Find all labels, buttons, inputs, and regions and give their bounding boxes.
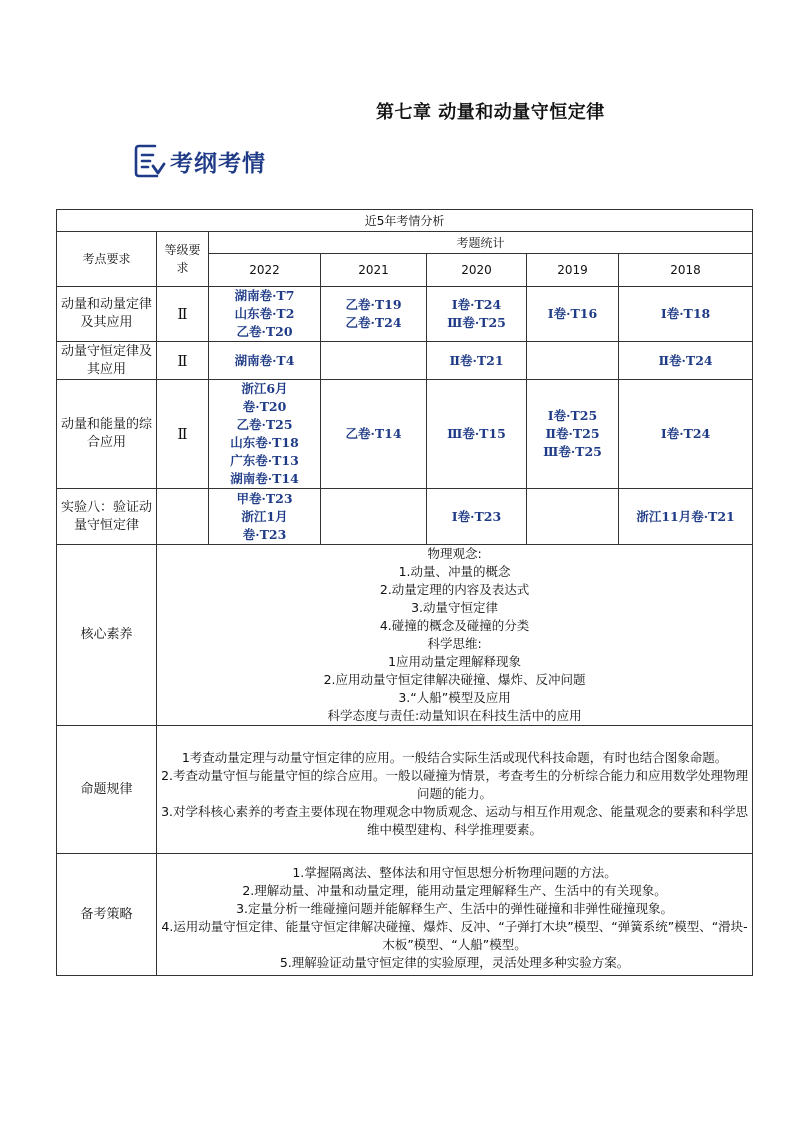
- topic-row: [57, 380, 753, 489]
- section-title: 考纲考情: [170, 150, 266, 177]
- question-cell: [427, 287, 527, 342]
- question-ref: Ⅰ卷·T18: [660, 306, 711, 321]
- question-ref: Ⅱ卷·T25: [545, 426, 600, 441]
- question-cell: [427, 342, 527, 380]
- text-line: 科学态度与责任:动量知识在科技生活中的应用: [327, 708, 582, 723]
- question-cell: [527, 342, 619, 380]
- topic-name: 动量和动量定律及其应用: [57, 287, 157, 342]
- question-cell: [321, 380, 427, 489]
- text-line: 2.动量定理的内容及表达式: [379, 582, 530, 597]
- question-ref: 乙卷·T14: [345, 426, 402, 441]
- question-ref: 卷·T20: [242, 399, 287, 414]
- prep-strategy-label: 备考策略: [57, 854, 157, 976]
- question-cell: [209, 489, 321, 545]
- header-topic: 考点要求: [57, 232, 157, 287]
- question-ref: Ⅰ卷·T24: [660, 426, 711, 441]
- level-value: Ⅱ: [157, 287, 209, 342]
- question-ref: 卷·T23: [242, 526, 287, 542]
- year-header: 2021: [321, 254, 427, 287]
- text-line: 1应用动量定理解释现象: [388, 654, 522, 669]
- question-ref: Ⅲ卷·T15: [447, 426, 506, 441]
- table-caption: 近5年考情分析: [57, 210, 753, 232]
- text-line: 4.碰撞的概念及碰撞的分类: [379, 618, 530, 633]
- question-ref: Ⅰ卷·T24: [451, 297, 502, 312]
- topic-rows: [57, 287, 753, 545]
- question-cell: [209, 287, 321, 342]
- question-ref: Ⅲ卷·T25: [543, 444, 602, 459]
- question-cell: [527, 489, 619, 545]
- question-cell: [527, 380, 619, 489]
- question-cell: [321, 287, 427, 342]
- text-line: 4.运用动量守恒定律、能量守恒定律解决碰撞、爆炸、反冲、“子弹打木块”模型、“弹簧系统”模型、“滑块-木板”模型、“人船”模型。: [161, 918, 748, 952]
- question-ref: 山东卷·T18: [230, 435, 299, 450]
- level-value: Ⅱ: [157, 342, 209, 380]
- exam-pattern-label: 命题规律: [57, 726, 157, 854]
- text-line: 3.对学科核心素养的考查主要体现在物理观念中物质观念、运动与相互作用观念、能量观念的要素和科学思维中模型建构、科学推理要素。: [161, 803, 749, 837]
- question-ref: 湖南卷·T4: [234, 352, 295, 368]
- text-line: 3.定量分析一维碰撞问题并能解释生产、生活中的弹性碰撞和非弹性碰撞现象。: [236, 900, 674, 916]
- question-cell: [209, 380, 321, 489]
- header-stats: 考题统计: [209, 232, 753, 254]
- year-header: 2022: [209, 254, 321, 287]
- question-ref: 浙江1月: [241, 508, 288, 524]
- question-cell: [619, 489, 753, 545]
- question-cell: [619, 380, 753, 489]
- text-line: 物理观念:: [427, 546, 482, 561]
- question-ref: Ⅱ卷·T24: [658, 352, 713, 368]
- question-ref: 浙江11月卷·T21: [636, 508, 735, 524]
- question-ref: Ⅰ卷·T23: [451, 508, 502, 524]
- topic-name: 实验八：验证动量守恒定律: [57, 489, 157, 545]
- topic-row: [57, 287, 753, 342]
- question-cell: [619, 287, 753, 342]
- header-level: 等级要求: [157, 232, 209, 287]
- question-cell: [321, 489, 427, 545]
- text-line: 1.动量、冲量的概念: [398, 564, 511, 579]
- topic-name: 动量守恒定律及其应用: [57, 342, 157, 380]
- question-cell: [619, 342, 753, 380]
- question-ref: 山东卷·T2: [234, 306, 295, 321]
- question-ref: 广东卷·T13: [230, 453, 299, 468]
- level-value: [157, 489, 209, 545]
- text-line: 2.应用动量守恒定律解决碰撞、爆炸、反冲问题: [323, 672, 586, 687]
- question-ref: 乙卷·T25: [236, 417, 293, 432]
- core-literacy-content: [157, 545, 753, 726]
- question-cell: [427, 380, 527, 489]
- topic-row: [57, 342, 753, 380]
- text-line: 3.动量守恒定律: [411, 600, 499, 615]
- text-line: 1.掌握隔离法、整体法和用守恒思想分析物理问题的方法。: [292, 864, 617, 880]
- question-ref: Ⅱ卷·T21: [449, 352, 504, 368]
- question-ref: Ⅲ卷·T25: [447, 315, 506, 330]
- chapter-title: 第七章 动量和动量守恒定律: [376, 102, 605, 123]
- level-value: Ⅱ: [157, 380, 209, 489]
- text-line: 科学思维:: [427, 636, 482, 651]
- text-line: 2.考查动量守恒与能量守恒的综合应用。一般以碰撞为情景，考查考生的分析综合能力和应用数学处理物理问题的能力。: [161, 767, 749, 801]
- text-line: 5.理解验证动量守恒定律的实验原理，灵活处理多种实验方案。: [279, 954, 630, 970]
- year-header: 2020: [427, 254, 527, 287]
- topic-name: 动量和能量的综合应用: [57, 380, 157, 489]
- core-literacy-label: 核心素养: [57, 545, 157, 726]
- question-ref: Ⅰ卷·T25: [547, 408, 598, 423]
- question-ref: 浙江6月: [241, 381, 288, 396]
- question-cell: [527, 287, 619, 342]
- question-cell: [427, 489, 527, 545]
- question-ref: 湖南卷·T7: [234, 288, 295, 303]
- outline-checklist-icon: [133, 143, 167, 179]
- question-ref: Ⅰ卷·T16: [547, 306, 598, 321]
- section-header: [133, 143, 266, 179]
- text-line: 1考查动量定理与动量守恒定律的应用。一般结合实际生活或现代科技命题，有时也结合图象命题。: [181, 749, 728, 765]
- question-cell: [321, 342, 427, 380]
- exam-pattern-content: [157, 726, 753, 854]
- prep-strategy-content: [157, 854, 753, 976]
- question-ref: 湖南卷·T14: [230, 471, 299, 486]
- text-line: 2.理解动量、冲量和动量定理，能用动量定理解释生产、生活中的有关现象。: [242, 882, 667, 898]
- exam-analysis-table: [56, 209, 753, 976]
- question-ref: 乙卷·T20: [236, 324, 293, 339]
- question-ref: 乙卷·T24: [345, 315, 402, 330]
- question-ref: 甲卷·T23: [236, 490, 293, 506]
- topic-row: [57, 489, 753, 545]
- question-cell: [209, 342, 321, 380]
- year-header: 2019: [527, 254, 619, 287]
- year-header: 2018: [619, 254, 753, 287]
- text-line: 3.“人船”模型及应用: [398, 690, 511, 705]
- question-ref: 乙卷·T19: [345, 297, 402, 312]
